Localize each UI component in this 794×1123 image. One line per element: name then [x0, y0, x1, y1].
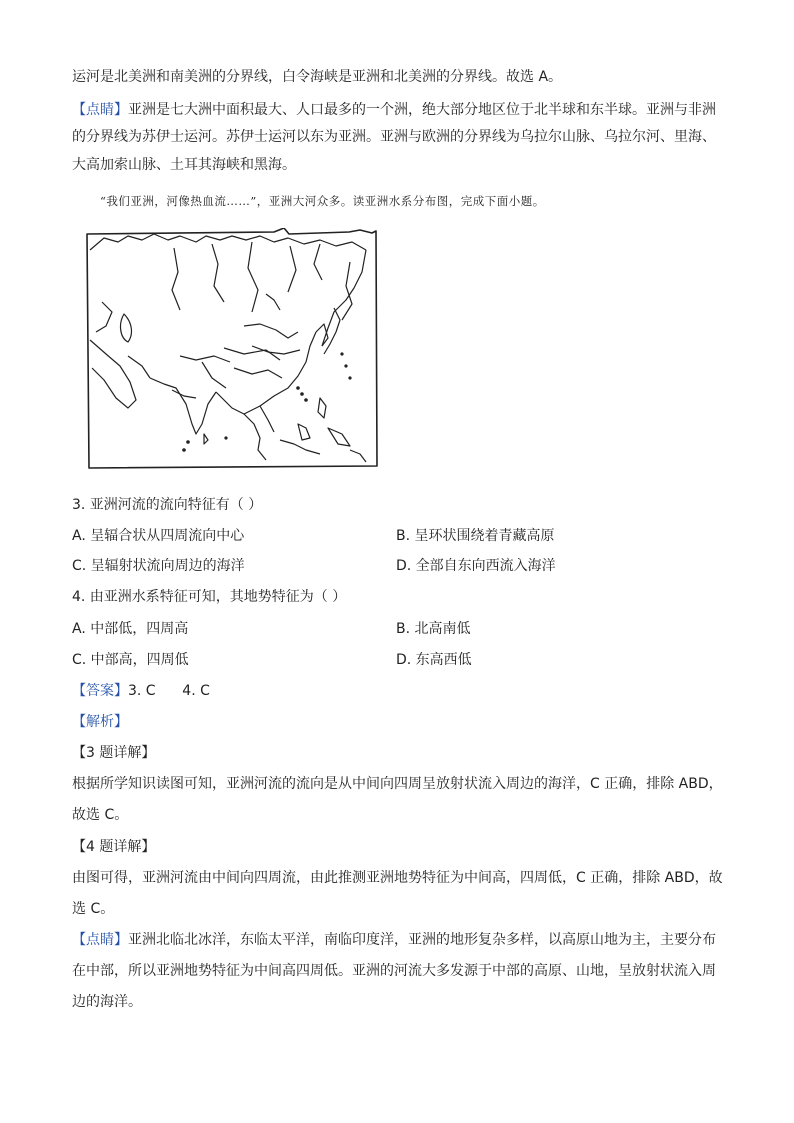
detail-4-tag: 【4 题详解】 — [72, 839, 156, 855]
q3-option-c: C. 呈辐射状流向周边的海洋 — [72, 558, 245, 574]
point-line-3: 边的海洋。 — [72, 994, 142, 1010]
question-intro: “我们亚洲，河像热血流……”，亚洲大河众多。读亚洲水系分布图，完成下面小题。 — [100, 194, 545, 208]
answer-value: 3. C 4. C — [128, 683, 210, 699]
prev-point-tag: 【点睛】 — [72, 102, 128, 118]
answer-tag: 【答案】 — [72, 683, 128, 699]
point-line-1 — [72, 931, 716, 949]
q4-option-a: A. 中部低，四周高 — [72, 621, 189, 637]
question-4-stem: 4. 由亚洲水系特征可知，其地势特征为（ ） — [72, 589, 347, 605]
prev-point-text-1: 亚洲是七大洲中面积最大、人口最多的一个洲，绝大部分地区位于北半球和东半球。亚洲与非洲 — [128, 102, 716, 118]
detail-4-line-2: 选 C。 — [72, 901, 115, 917]
q3-option-a: A. 呈辐合状从四周流向中心 — [72, 528, 245, 544]
question-3-stem: 3. 亚洲河流的流向特征有（ ） — [72, 497, 263, 513]
answer-line — [72, 682, 210, 700]
asia-river-map — [84, 228, 380, 470]
point-text-1: 亚洲北临北冰洋，东临太平洋，南临印度洋，亚洲的地形复杂多样，以高原山地为主，主要分布 — [128, 932, 716, 948]
detail-3-line-1: 根据所学知识读图可知，亚洲河流的流向是从中间向四周呈放射状流入周边的海洋，C 正确，排除 ABD， — [72, 776, 723, 792]
prev-answer-line: 运河是北美洲和南美洲的分界线，白令海峡是亚洲和北美洲的分界线。故选 A。 — [72, 69, 563, 85]
point-line-2: 在中部，所以亚洲地势特征为中间高四周低。亚洲的河流大多发源于中部的高原、山地，呈放射状流入周 — [72, 963, 716, 979]
detail-3-line-2: 故选 C。 — [72, 807, 129, 823]
detail-3-tag: 【3 题详解】 — [72, 745, 156, 761]
q4-option-c: C. 中部高，四周低 — [72, 652, 189, 668]
prev-point-line-3: 大高加索山脉、土耳其海峡和黑海。 — [72, 157, 296, 173]
prev-point-line-1 — [72, 101, 716, 119]
q3-option-d: D. 全部自东向西流入海洋 — [396, 558, 556, 574]
detail-4-line-1: 由图可得，亚洲河流由中间向四周流，由此推测亚洲地势特征为中间高，四周低，C 正确，排除 ABD，故 — [72, 870, 723, 886]
q3-option-b: B. 呈环状围绕着青藏高原 — [396, 528, 555, 544]
q4-option-d: D. 东高西低 — [396, 652, 472, 668]
analysis-tag: 【解析】 — [72, 714, 128, 730]
q4-option-b: B. 北高南低 — [396, 621, 471, 637]
point-tag: 【点睛】 — [72, 932, 128, 948]
prev-point-line-2: 的分界线为苏伊士运河。苏伊士运河以东为亚洲。亚洲与欧洲的分界线为乌拉尔山脉、乌拉尔河、里海、 — [72, 129, 716, 145]
